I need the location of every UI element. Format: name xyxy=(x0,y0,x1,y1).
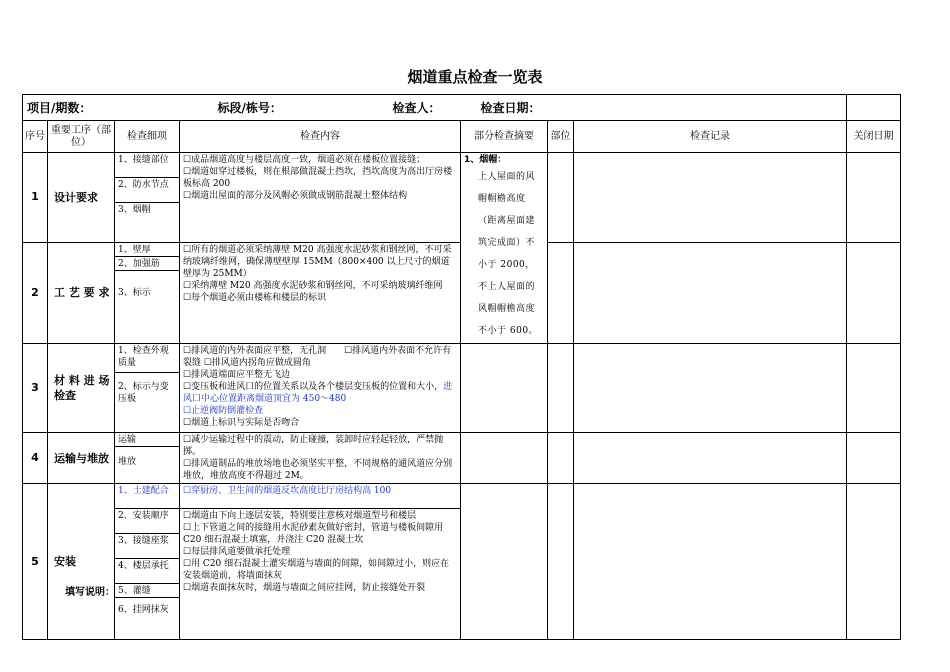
content-line: ☐采纳薄壁 M20 高强度水泥砂浆和钢丝网，不可采纳玻璃纤维网 xyxy=(183,280,443,291)
detail-item: 1、土建配合 xyxy=(115,484,179,509)
content-line: ☐成品烟道高度与楼层高度一致，烟道必须在楼板位置接缝； xyxy=(183,155,426,165)
detail-item: 运输 xyxy=(115,433,179,447)
header-close-date: 关闭日期 xyxy=(847,121,901,153)
close-date-cell[interactable] xyxy=(847,153,901,243)
record-cell[interactable] xyxy=(574,484,847,640)
detail-item: 3、标示 xyxy=(118,287,151,298)
detail-item: 堆放 xyxy=(118,457,137,467)
detail-item: 5、灌缝 xyxy=(115,584,179,598)
project-label: 项目/期数： xyxy=(27,100,92,115)
position-cell[interactable] xyxy=(548,242,574,343)
content-line: ☐排风道制品的堆放场地也必须坚实平整，不同规格的通风道应分别堆放，堆放高度不得超过 2M。 xyxy=(183,459,453,481)
header-record: 检查记录 xyxy=(574,121,847,153)
row-process: 工 艺 要 求 xyxy=(48,242,115,343)
table-row xyxy=(23,484,901,640)
position-cell[interactable] xyxy=(548,153,574,243)
content-line: ☐止逆阀防倒灌检查 xyxy=(183,406,264,416)
table-row xyxy=(23,153,901,243)
position-cell[interactable] xyxy=(548,344,574,433)
detail-item: 2、标示与变压板 xyxy=(118,382,169,404)
row-details xyxy=(115,153,180,243)
detail-item: 1、壁厚 xyxy=(115,243,179,257)
header-summary: 部分检查摘要 xyxy=(461,121,548,153)
row-content xyxy=(180,344,461,433)
project-info-row xyxy=(23,95,901,121)
row-content xyxy=(180,433,461,484)
position-cell[interactable] xyxy=(548,433,574,484)
row-seq: 2 xyxy=(23,242,48,343)
detail-item: 2、安装顺序 xyxy=(115,509,179,534)
date-label: 检查日期： xyxy=(480,100,541,115)
record-cell[interactable] xyxy=(574,153,847,243)
fill-instructions-label: 填写说明： xyxy=(65,587,115,598)
row-process: 运输与堆放 xyxy=(48,433,115,484)
header-content: 检查内容 xyxy=(180,121,461,153)
content-line: ☐烟道由下向上逐层安装，特别要注意核对烟道型号和楼层 xyxy=(183,511,417,521)
row-details xyxy=(115,242,180,343)
position-cell[interactable] xyxy=(548,484,574,640)
summary-cell-blank xyxy=(461,433,548,484)
close-date-cell[interactable] xyxy=(847,433,901,484)
row-process: 设计要求 xyxy=(48,153,115,243)
row-seq: 3 xyxy=(23,344,48,433)
content-line: ☐减少运输过程中的震动，防止碰撞，装卸时应轻起轻放，严禁抛掷。 xyxy=(183,435,444,457)
content-line: ☐穿厨房、卫生间的烟道反坎高度比厅房结构高 100 xyxy=(180,484,460,509)
row-content xyxy=(180,153,461,243)
blue-content: 进风口中心位置距离烟道顶宜为 450～480 xyxy=(183,382,453,404)
section-label: 标段/栋号： xyxy=(217,100,282,115)
row-content xyxy=(180,242,461,343)
page-title: 烟道重点检查一览表 xyxy=(407,68,543,86)
detail-item: 4、楼层承托 xyxy=(115,559,179,584)
header-process: 重要工序（部位） xyxy=(48,121,115,153)
detail-item: 1、检查外观质量 xyxy=(115,344,179,373)
row-process: 材 料 进 场检查 xyxy=(48,344,115,433)
content-line: ☐烟道上标识与实际是否吻合 xyxy=(183,418,300,428)
summary-cell-blank xyxy=(461,484,548,640)
header-position: 部位 xyxy=(548,121,574,153)
table-row xyxy=(23,433,901,484)
row-seq: 5 xyxy=(23,484,48,640)
row-seq: 4 xyxy=(23,433,48,484)
table-row xyxy=(23,344,901,433)
detail-item: 3、接缝座浆 xyxy=(115,534,179,559)
content-line: ☐用 C20 细石混凝土灌实烟道与墙面的间隙，如间隙过小，则应在安装烟道前，将墙面抹灰 xyxy=(183,559,450,581)
detail-item: 6、挂网抹灰 xyxy=(118,605,169,615)
detail-item: 3、烟帽 xyxy=(118,205,151,215)
row-process: 安装 xyxy=(48,484,115,640)
detail-item: 1、接缝部位 xyxy=(115,153,179,178)
detail-item: 2、加强筋 xyxy=(115,257,179,271)
summary-cell-blank xyxy=(461,344,548,433)
header-detail: 检查细项 xyxy=(115,121,180,153)
content-line: ☐排风道端面应平整无飞边 xyxy=(183,370,291,380)
inspection-table xyxy=(22,94,901,640)
detail-item: 2、防水节点 xyxy=(115,178,179,203)
project-info-blank xyxy=(847,95,901,121)
row-content xyxy=(180,484,461,640)
header-seq: 序号 xyxy=(23,121,48,153)
content-line: ☐排风道的内外表面应平整，无孔洞 ☐排风道内外表面不允许有裂缝 ☐排风道内拐角应做成圆角 xyxy=(183,346,452,368)
close-date-cell[interactable] xyxy=(847,242,901,343)
summary-cell xyxy=(461,153,548,344)
row-details xyxy=(115,433,180,484)
row-details xyxy=(115,484,180,640)
record-cell[interactable] xyxy=(574,433,847,484)
content-line: ☐所有的烟道必须采纳薄壁 M20 高强度水泥砂浆和钢丝网，不可采纳玻璃纤维网，确保薄壁壁厚 15MM（800×400 以上尺寸的烟道壁厚为 25MM） xyxy=(183,244,452,279)
row-details xyxy=(115,344,180,433)
content-line: ☐变压板和进风口的位置关系以及各个楼层变压板的位置和大小，进风口中心位置距离烟道顶宜为 450～480 xyxy=(183,382,453,404)
summary-heading: 1、烟帽： xyxy=(464,155,507,165)
content-line: ☐烟道出屋面的部分及风帽必须做成钢筋混凝土整体结构 xyxy=(183,191,408,201)
close-date-cell[interactable] xyxy=(847,484,901,640)
content-line: ☐上下管道之间的接缝用水泥砂素灰做好密封，管道与楼板间隙用 C20 细石混凝土填塞，并浇注 C20 混凝土坎 xyxy=(183,523,444,545)
summary-text: 上人屋面的风帽帽檐高度（距离屋面建筑完成面）不小于 2000，不上人屋面的风帽帽檐高度不小于 600。 xyxy=(478,172,539,336)
inspector-label: 检查人： xyxy=(392,100,441,115)
content-line: ☐烟道表面抹灰时，烟道与墙面之间应挂网，防止接缝处开裂 xyxy=(183,583,426,593)
row-seq: 1 xyxy=(23,153,48,243)
close-date-cell[interactable] xyxy=(847,344,901,433)
content-line: ☐每层排风道要做承托处理 xyxy=(183,547,291,557)
header-row xyxy=(23,121,901,153)
record-cell[interactable] xyxy=(574,242,847,343)
record-cell[interactable] xyxy=(574,344,847,433)
content-line: ☐烟道如穿过楼板，则在根部做混凝土挡坎，挡坎高度为高出厅房楼板标高 200 xyxy=(183,167,453,189)
content-line: ☐每个烟道必须由楼栋和楼层的标识 xyxy=(183,292,327,303)
